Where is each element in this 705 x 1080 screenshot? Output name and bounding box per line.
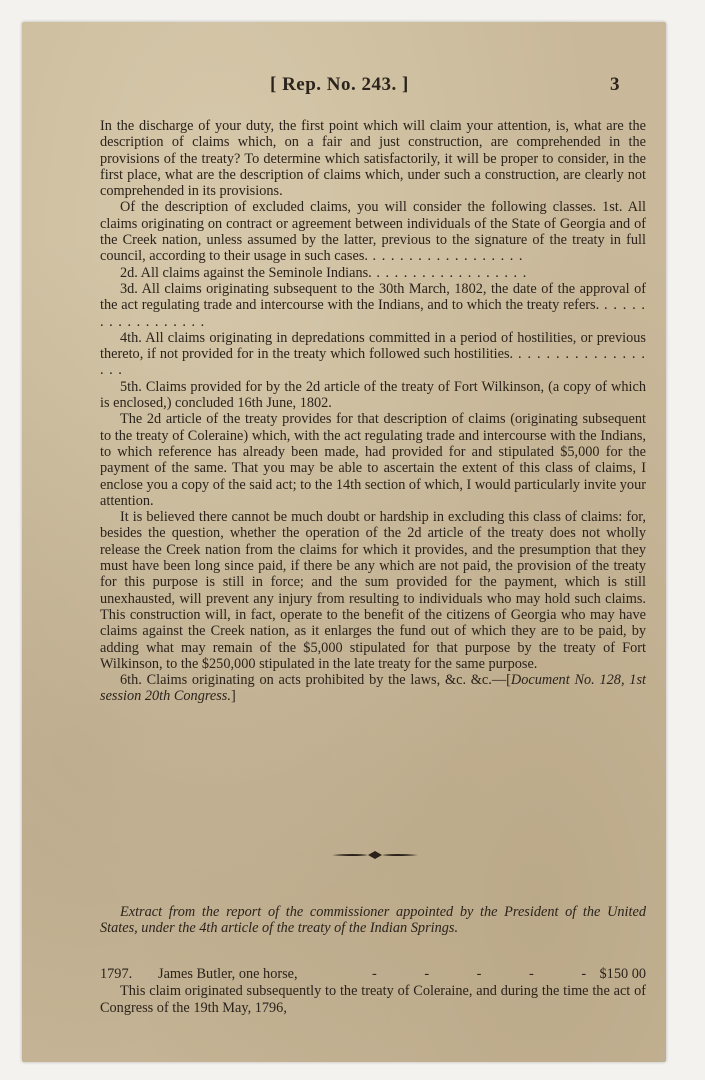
paragraph-1: In the discharge of your duty, the first point which will claim your attention, is, what are the description of claims which, on a fair and just construction, are comprehended in the provisions of the treaty? To determine which satisfactorily, it will be proper to consider, in the first place, what are the description of claims which, under such a construction, are clearly not comprehended in its provisions. <box>100 118 646 200</box>
paragraph-9-text: 6th. Claims originating on acts prohibited by the laws, &c. &c.—[ <box>120 672 511 689</box>
paragraph-3-text: 2d. All claims against the Seminole Indians. <box>120 264 372 281</box>
paragraph-5 <box>100 330 646 379</box>
leader-dots <box>372 265 528 281</box>
paragraph-4-text: 3d. All claims originating subsequent to the 30th March, 1802, the date of the approval of the act regulating trade and intercourse with the Indians, and to which the treaty refers. <box>100 280 646 314</box>
body-text <box>100 118 646 705</box>
claim-dashes: - - - - - <box>372 966 609 982</box>
paragraph-7: The 2d article of the treaty provides for that description of claims (originating subsequent to the treaty of Coleraine) which, with the act regulating trade and intercourse with the Indians, to which reference has already been made, had provided for and stipulated $5,000 for the payment of the same. That you may be able to ascertain the extent of this class of claims, I enclose you a copy of the said act; to the 14th section of which, I would particularly invite your attention. <box>100 411 646 509</box>
divider-ornament <box>330 850 420 860</box>
page-number: 3 <box>610 74 620 95</box>
paragraph-5-text: 4th. All claims originating in depredations committed in a period of hostilities, or previous thereto, if not provided for in the treaty which followed such hostilities. <box>100 329 646 363</box>
paragraph-6: 5th. Claims provided for by the 2d article of the treaty of Fort Wilkinson, (a copy of which is enclosed,) concluded 16th June, 1802. <box>100 378 646 412</box>
leader-dots <box>368 248 524 264</box>
extract-heading <box>100 904 646 937</box>
paragraph-4 <box>100 281 646 330</box>
claim-name: James Butler, one horse, <box>158 966 298 982</box>
report-number: [ Rep. No. 243. ] <box>270 74 409 95</box>
paragraph-9 <box>100 672 646 705</box>
document-page <box>22 22 666 1062</box>
document-citation: Document No. 128, 1st session 20th Congress. <box>100 672 646 705</box>
paragraph-8: It is believed there cannot be much doubt or hardship in excluding this class of claims: for, besides the question, whether the operation of the 2d article of the treaty does not wholly release the Creek nation from the claims for which it provides, and the presumption that they must have been long since paid, if there be any which are not paid, the provision of the treaty for this purpose is still in force; and the sum provided for the payment, which is still unexhausted, will prevent any injury from resulting to individuals who may hold such claims. This construction will, in fact, operate to the benefit of the citizens of Georgia who may have claims against the Creek nation, as it enlarges the fund out of which they are to be paid, by adding what may remain of the $5,000 stipulated for that purpose by the treaty of Fort Wilkinson, to the $250,000 stipulated in the late treaty for the same purpose. <box>100 509 646 672</box>
claim-amount: $150 00 <box>599 966 646 982</box>
paragraph-3 <box>100 265 646 281</box>
page-header <box>22 74 666 104</box>
claim-row <box>100 966 646 983</box>
claim-entry <box>100 966 646 1017</box>
citation-bracket: ] <box>230 688 236 705</box>
claim-number: 1797. <box>100 966 133 982</box>
paragraph-2 <box>100 199 646 264</box>
extract-heading-text: Extract from the report of the commissioner appointed by the President of the United States, under the 4th article of the treaty of the Indian Springs. <box>100 904 646 937</box>
paragraph-2-text: Of the description of excluded claims, you will consider the following classes. 1st. All claims originating on contract or agreement between individuals of the State of Georgia and of the Creek nation, unless assumed by the latter, previous to the signature of the treaty in full council, according to their usage in such cases. <box>100 199 646 265</box>
claim-text: This claim originated subsequently to the treaty of Coleraine, and during the time the act of Congress of the 19th May, 1796, <box>100 983 646 1016</box>
